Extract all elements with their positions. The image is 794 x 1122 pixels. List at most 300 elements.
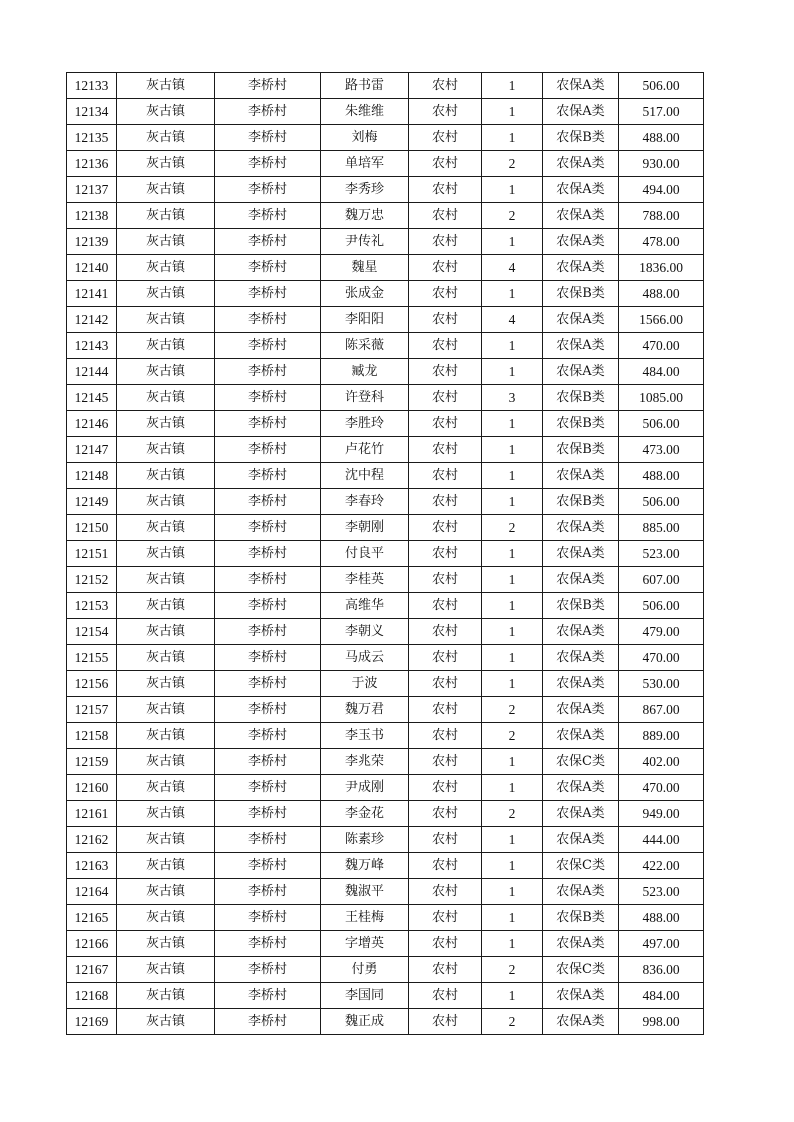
cell-amount: 444.00 [619, 827, 704, 853]
cell-category: 农保A类 [543, 697, 619, 723]
cell-serial-number: 12140 [67, 255, 117, 281]
cell-serial-number: 12136 [67, 151, 117, 177]
cell-amount: 479.00 [619, 619, 704, 645]
table-row [67, 385, 704, 411]
cell-serial-number: 12157 [67, 697, 117, 723]
cell-amount: 1085.00 [619, 385, 704, 411]
cell-township: 灰古镇 [117, 775, 215, 801]
cell-amount: 488.00 [619, 905, 704, 931]
cell-township: 灰古镇 [117, 255, 215, 281]
cell-category: 农保B类 [543, 437, 619, 463]
cell-name: 刘梅 [321, 125, 409, 151]
cell-area-type: 农村 [409, 489, 482, 515]
cell-village: 李桥村 [215, 229, 321, 255]
cell-amount: 517.00 [619, 99, 704, 125]
cell-area-type: 农村 [409, 723, 482, 749]
cell-amount: 484.00 [619, 359, 704, 385]
cell-category: 农保A类 [543, 541, 619, 567]
cell-amount: 885.00 [619, 515, 704, 541]
cell-village: 李桥村 [215, 255, 321, 281]
cell-amount: 523.00 [619, 541, 704, 567]
cell-village: 李桥村 [215, 671, 321, 697]
cell-township: 灰古镇 [117, 827, 215, 853]
cell-name: 字增英 [321, 931, 409, 957]
cell-village: 李桥村 [215, 879, 321, 905]
cell-serial-number: 12152 [67, 567, 117, 593]
cell-serial-number: 12156 [67, 671, 117, 697]
cell-category: 农保B类 [543, 593, 619, 619]
cell-township: 灰古镇 [117, 385, 215, 411]
cell-name: 王桂梅 [321, 905, 409, 931]
cell-serial-number: 12160 [67, 775, 117, 801]
cell-village: 李桥村 [215, 749, 321, 775]
cell-category: 农保A类 [543, 255, 619, 281]
cell-amount: 470.00 [619, 775, 704, 801]
cell-name: 单培军 [321, 151, 409, 177]
cell-township: 灰古镇 [117, 541, 215, 567]
cell-serial-number: 12149 [67, 489, 117, 515]
table-row [67, 307, 704, 333]
cell-name: 张成金 [321, 281, 409, 307]
cell-amount: 607.00 [619, 567, 704, 593]
cell-name: 李朝刚 [321, 515, 409, 541]
cell-serial-number: 12155 [67, 645, 117, 671]
cell-category: 农保A类 [543, 99, 619, 125]
cell-township: 灰古镇 [117, 879, 215, 905]
cell-area-type: 农村 [409, 905, 482, 931]
table-row [67, 827, 704, 853]
cell-area-type: 农村 [409, 333, 482, 359]
cell-category: 农保A类 [543, 567, 619, 593]
cell-category: 农保B类 [543, 905, 619, 931]
cell-name: 李胜玲 [321, 411, 409, 437]
cell-serial-number: 12165 [67, 905, 117, 931]
cell-village: 李桥村 [215, 905, 321, 931]
cell-household-size: 1 [482, 489, 543, 515]
table-row [67, 801, 704, 827]
table-row [67, 697, 704, 723]
cell-household-size: 1 [482, 879, 543, 905]
cell-household-size: 2 [482, 515, 543, 541]
cell-amount: 836.00 [619, 957, 704, 983]
cell-category: 农保A类 [543, 931, 619, 957]
cell-township: 灰古镇 [117, 177, 215, 203]
table-row [67, 463, 704, 489]
cell-household-size: 1 [482, 125, 543, 151]
table-row [67, 437, 704, 463]
table-row [67, 515, 704, 541]
table-row [67, 671, 704, 697]
cell-category: 农保A类 [543, 671, 619, 697]
cell-amount: 506.00 [619, 593, 704, 619]
cell-village: 李桥村 [215, 307, 321, 333]
table-row [67, 749, 704, 775]
cell-name: 李阳阳 [321, 307, 409, 333]
cell-household-size: 1 [482, 281, 543, 307]
cell-village: 李桥村 [215, 125, 321, 151]
table-row [67, 333, 704, 359]
cell-area-type: 农村 [409, 671, 482, 697]
cell-name: 魏万峰 [321, 853, 409, 879]
cell-township: 灰古镇 [117, 619, 215, 645]
cell-name: 路书雷 [321, 73, 409, 99]
cell-name: 李金花 [321, 801, 409, 827]
cell-serial-number: 12162 [67, 827, 117, 853]
cell-township: 灰古镇 [117, 333, 215, 359]
cell-township: 灰古镇 [117, 125, 215, 151]
cell-village: 李桥村 [215, 333, 321, 359]
cell-category: 农保B类 [543, 385, 619, 411]
cell-name: 臧龙 [321, 359, 409, 385]
cell-township: 灰古镇 [117, 411, 215, 437]
table-row [67, 645, 704, 671]
cell-township: 灰古镇 [117, 567, 215, 593]
cell-household-size: 2 [482, 697, 543, 723]
table-row [67, 281, 704, 307]
cell-township: 灰古镇 [117, 801, 215, 827]
cell-amount: 1566.00 [619, 307, 704, 333]
cell-area-type: 农村 [409, 515, 482, 541]
cell-amount: 998.00 [619, 1009, 704, 1035]
cell-area-type: 农村 [409, 203, 482, 229]
cell-serial-number: 12133 [67, 73, 117, 99]
cell-amount: 530.00 [619, 671, 704, 697]
cell-area-type: 农村 [409, 593, 482, 619]
cell-household-size: 2 [482, 151, 543, 177]
table-row [67, 723, 704, 749]
cell-village: 李桥村 [215, 151, 321, 177]
cell-area-type: 农村 [409, 307, 482, 333]
cell-category: 农保A类 [543, 151, 619, 177]
cell-category: 农保A类 [543, 177, 619, 203]
cell-village: 李桥村 [215, 177, 321, 203]
table-row [67, 541, 704, 567]
cell-household-size: 2 [482, 203, 543, 229]
cell-household-size: 3 [482, 385, 543, 411]
table-row [67, 229, 704, 255]
table-row [67, 151, 704, 177]
cell-serial-number: 12148 [67, 463, 117, 489]
cell-amount: 488.00 [619, 463, 704, 489]
table-row [67, 359, 704, 385]
cell-household-size: 2 [482, 723, 543, 749]
cell-village: 李桥村 [215, 541, 321, 567]
cell-area-type: 农村 [409, 957, 482, 983]
cell-household-size: 1 [482, 437, 543, 463]
cell-village: 李桥村 [215, 723, 321, 749]
cell-area-type: 农村 [409, 749, 482, 775]
cell-category: 农保A类 [543, 801, 619, 827]
cell-name: 卢花竹 [321, 437, 409, 463]
cell-village: 李桥村 [215, 489, 321, 515]
table-row [67, 567, 704, 593]
cell-serial-number: 12168 [67, 983, 117, 1009]
table-row [67, 905, 704, 931]
cell-household-size: 1 [482, 177, 543, 203]
cell-township: 灰古镇 [117, 645, 215, 671]
cell-serial-number: 12142 [67, 307, 117, 333]
cell-area-type: 农村 [409, 177, 482, 203]
cell-village: 李桥村 [215, 203, 321, 229]
cell-amount: 788.00 [619, 203, 704, 229]
cell-name: 尹成刚 [321, 775, 409, 801]
cell-household-size: 1 [482, 983, 543, 1009]
cell-amount: 523.00 [619, 879, 704, 905]
cell-area-type: 农村 [409, 1009, 482, 1035]
cell-household-size: 1 [482, 229, 543, 255]
table-row [67, 983, 704, 1009]
cell-serial-number: 12143 [67, 333, 117, 359]
cell-township: 灰古镇 [117, 749, 215, 775]
cell-area-type: 农村 [409, 151, 482, 177]
cell-category: 农保A类 [543, 619, 619, 645]
cell-amount: 478.00 [619, 229, 704, 255]
cell-amount: 497.00 [619, 931, 704, 957]
cell-household-size: 2 [482, 1009, 543, 1035]
cell-name: 陈素珍 [321, 827, 409, 853]
cell-serial-number: 12169 [67, 1009, 117, 1035]
cell-household-size: 1 [482, 931, 543, 957]
table-row [67, 203, 704, 229]
cell-amount: 402.00 [619, 749, 704, 775]
cell-township: 灰古镇 [117, 151, 215, 177]
cell-household-size: 1 [482, 463, 543, 489]
cell-amount: 484.00 [619, 983, 704, 1009]
cell-area-type: 农村 [409, 99, 482, 125]
cell-serial-number: 12141 [67, 281, 117, 307]
cell-household-size: 2 [482, 801, 543, 827]
table-row [67, 489, 704, 515]
cell-township: 灰古镇 [117, 1009, 215, 1035]
cell-serial-number: 12137 [67, 177, 117, 203]
cell-amount: 889.00 [619, 723, 704, 749]
cell-area-type: 农村 [409, 567, 482, 593]
cell-village: 李桥村 [215, 437, 321, 463]
cell-township: 灰古镇 [117, 463, 215, 489]
cell-name: 李玉书 [321, 723, 409, 749]
cell-name: 马成云 [321, 645, 409, 671]
cell-village: 李桥村 [215, 983, 321, 1009]
cell-village: 李桥村 [215, 957, 321, 983]
cell-household-size: 1 [482, 593, 543, 619]
table-row [67, 411, 704, 437]
table-row [67, 255, 704, 281]
cell-household-size: 1 [482, 827, 543, 853]
cell-area-type: 农村 [409, 619, 482, 645]
cell-category: 农保A类 [543, 827, 619, 853]
cell-name: 于波 [321, 671, 409, 697]
cell-name: 李桂英 [321, 567, 409, 593]
cell-township: 灰古镇 [117, 957, 215, 983]
table-row [67, 879, 704, 905]
cell-serial-number: 12164 [67, 879, 117, 905]
cell-amount: 506.00 [619, 489, 704, 515]
cell-amount: 930.00 [619, 151, 704, 177]
cell-area-type: 农村 [409, 983, 482, 1009]
cell-amount: 1836.00 [619, 255, 704, 281]
cell-category: 农保A类 [543, 775, 619, 801]
cell-name: 魏星 [321, 255, 409, 281]
cell-name: 李秀珍 [321, 177, 409, 203]
cell-area-type: 农村 [409, 775, 482, 801]
cell-serial-number: 12163 [67, 853, 117, 879]
cell-village: 李桥村 [215, 827, 321, 853]
cell-area-type: 农村 [409, 931, 482, 957]
cell-amount: 506.00 [619, 73, 704, 99]
cell-area-type: 农村 [409, 853, 482, 879]
cell-area-type: 农村 [409, 463, 482, 489]
table-row [67, 619, 704, 645]
cell-village: 李桥村 [215, 73, 321, 99]
cell-household-size: 4 [482, 255, 543, 281]
cell-area-type: 农村 [409, 125, 482, 151]
cell-name: 沈中程 [321, 463, 409, 489]
cell-amount: 473.00 [619, 437, 704, 463]
cell-household-size: 1 [482, 333, 543, 359]
cell-area-type: 农村 [409, 645, 482, 671]
cell-name: 魏淑平 [321, 879, 409, 905]
cell-household-size: 1 [482, 671, 543, 697]
cell-serial-number: 12139 [67, 229, 117, 255]
cell-village: 李桥村 [215, 931, 321, 957]
cell-name: 许登科 [321, 385, 409, 411]
cell-area-type: 农村 [409, 411, 482, 437]
cell-name: 魏正成 [321, 1009, 409, 1035]
cell-name: 李朝义 [321, 619, 409, 645]
cell-name: 魏万君 [321, 697, 409, 723]
cell-name: 李国同 [321, 983, 409, 1009]
cell-household-size: 1 [482, 619, 543, 645]
cell-serial-number: 12135 [67, 125, 117, 151]
cell-serial-number: 12167 [67, 957, 117, 983]
table-row [67, 931, 704, 957]
cell-township: 灰古镇 [117, 853, 215, 879]
table-row [67, 73, 704, 99]
table-row [67, 957, 704, 983]
cell-household-size: 2 [482, 957, 543, 983]
table-row [67, 1009, 704, 1035]
document-page [66, 72, 703, 1035]
cell-serial-number: 12151 [67, 541, 117, 567]
cell-name: 付良平 [321, 541, 409, 567]
cell-category: 农保B类 [543, 125, 619, 151]
cell-township: 灰古镇 [117, 437, 215, 463]
cell-household-size: 1 [482, 73, 543, 99]
cell-township: 灰古镇 [117, 229, 215, 255]
table-row [67, 853, 704, 879]
table-row [67, 177, 704, 203]
cell-household-size: 1 [482, 99, 543, 125]
data-table [66, 72, 704, 1035]
cell-serial-number: 12150 [67, 515, 117, 541]
cell-area-type: 农村 [409, 281, 482, 307]
cell-category: 农保A类 [543, 307, 619, 333]
cell-serial-number: 12134 [67, 99, 117, 125]
cell-amount: 494.00 [619, 177, 704, 203]
cell-category: 农保A类 [543, 983, 619, 1009]
cell-serial-number: 12154 [67, 619, 117, 645]
cell-serial-number: 12138 [67, 203, 117, 229]
cell-amount: 488.00 [619, 125, 704, 151]
cell-area-type: 农村 [409, 541, 482, 567]
cell-category: 农保B类 [543, 281, 619, 307]
cell-household-size: 1 [482, 567, 543, 593]
cell-name: 付勇 [321, 957, 409, 983]
cell-amount: 949.00 [619, 801, 704, 827]
cell-name: 高维华 [321, 593, 409, 619]
cell-township: 灰古镇 [117, 307, 215, 333]
cell-household-size: 1 [482, 749, 543, 775]
cell-village: 李桥村 [215, 1009, 321, 1035]
cell-township: 灰古镇 [117, 931, 215, 957]
cell-serial-number: 12166 [67, 931, 117, 957]
table-row [67, 593, 704, 619]
cell-category: 农保B类 [543, 489, 619, 515]
cell-serial-number: 12159 [67, 749, 117, 775]
cell-household-size: 1 [482, 775, 543, 801]
cell-area-type: 农村 [409, 255, 482, 281]
cell-village: 李桥村 [215, 281, 321, 307]
cell-category: 农保A类 [543, 203, 619, 229]
cell-category: 农保B类 [543, 411, 619, 437]
cell-area-type: 农村 [409, 359, 482, 385]
cell-serial-number: 12161 [67, 801, 117, 827]
cell-household-size: 4 [482, 307, 543, 333]
cell-category: 农保A类 [543, 515, 619, 541]
cell-category: 农保A类 [543, 73, 619, 99]
cell-township: 灰古镇 [117, 203, 215, 229]
cell-township: 灰古镇 [117, 515, 215, 541]
cell-household-size: 1 [482, 541, 543, 567]
cell-area-type: 农村 [409, 437, 482, 463]
table-row [67, 99, 704, 125]
cell-village: 李桥村 [215, 567, 321, 593]
cell-amount: 470.00 [619, 333, 704, 359]
cell-serial-number: 12145 [67, 385, 117, 411]
cell-serial-number: 12153 [67, 593, 117, 619]
cell-area-type: 农村 [409, 697, 482, 723]
cell-village: 李桥村 [215, 385, 321, 411]
cell-name: 朱维维 [321, 99, 409, 125]
cell-category: 农保A类 [543, 879, 619, 905]
cell-household-size: 1 [482, 853, 543, 879]
cell-village: 李桥村 [215, 801, 321, 827]
cell-name: 陈采薇 [321, 333, 409, 359]
cell-name: 尹传礼 [321, 229, 409, 255]
cell-village: 李桥村 [215, 515, 321, 541]
cell-category: 农保A类 [543, 359, 619, 385]
cell-serial-number: 12144 [67, 359, 117, 385]
cell-amount: 867.00 [619, 697, 704, 723]
cell-area-type: 农村 [409, 801, 482, 827]
cell-township: 灰古镇 [117, 905, 215, 931]
cell-township: 灰古镇 [117, 281, 215, 307]
cell-township: 灰古镇 [117, 723, 215, 749]
cell-township: 灰古镇 [117, 697, 215, 723]
cell-township: 灰古镇 [117, 359, 215, 385]
cell-category: 农保A类 [543, 723, 619, 749]
cell-amount: 422.00 [619, 853, 704, 879]
table-body [67, 73, 704, 1035]
cell-area-type: 农村 [409, 827, 482, 853]
cell-village: 李桥村 [215, 411, 321, 437]
cell-village: 李桥村 [215, 645, 321, 671]
cell-township: 灰古镇 [117, 593, 215, 619]
cell-household-size: 1 [482, 411, 543, 437]
cell-household-size: 1 [482, 359, 543, 385]
cell-village: 李桥村 [215, 463, 321, 489]
cell-category: 农保C类 [543, 853, 619, 879]
